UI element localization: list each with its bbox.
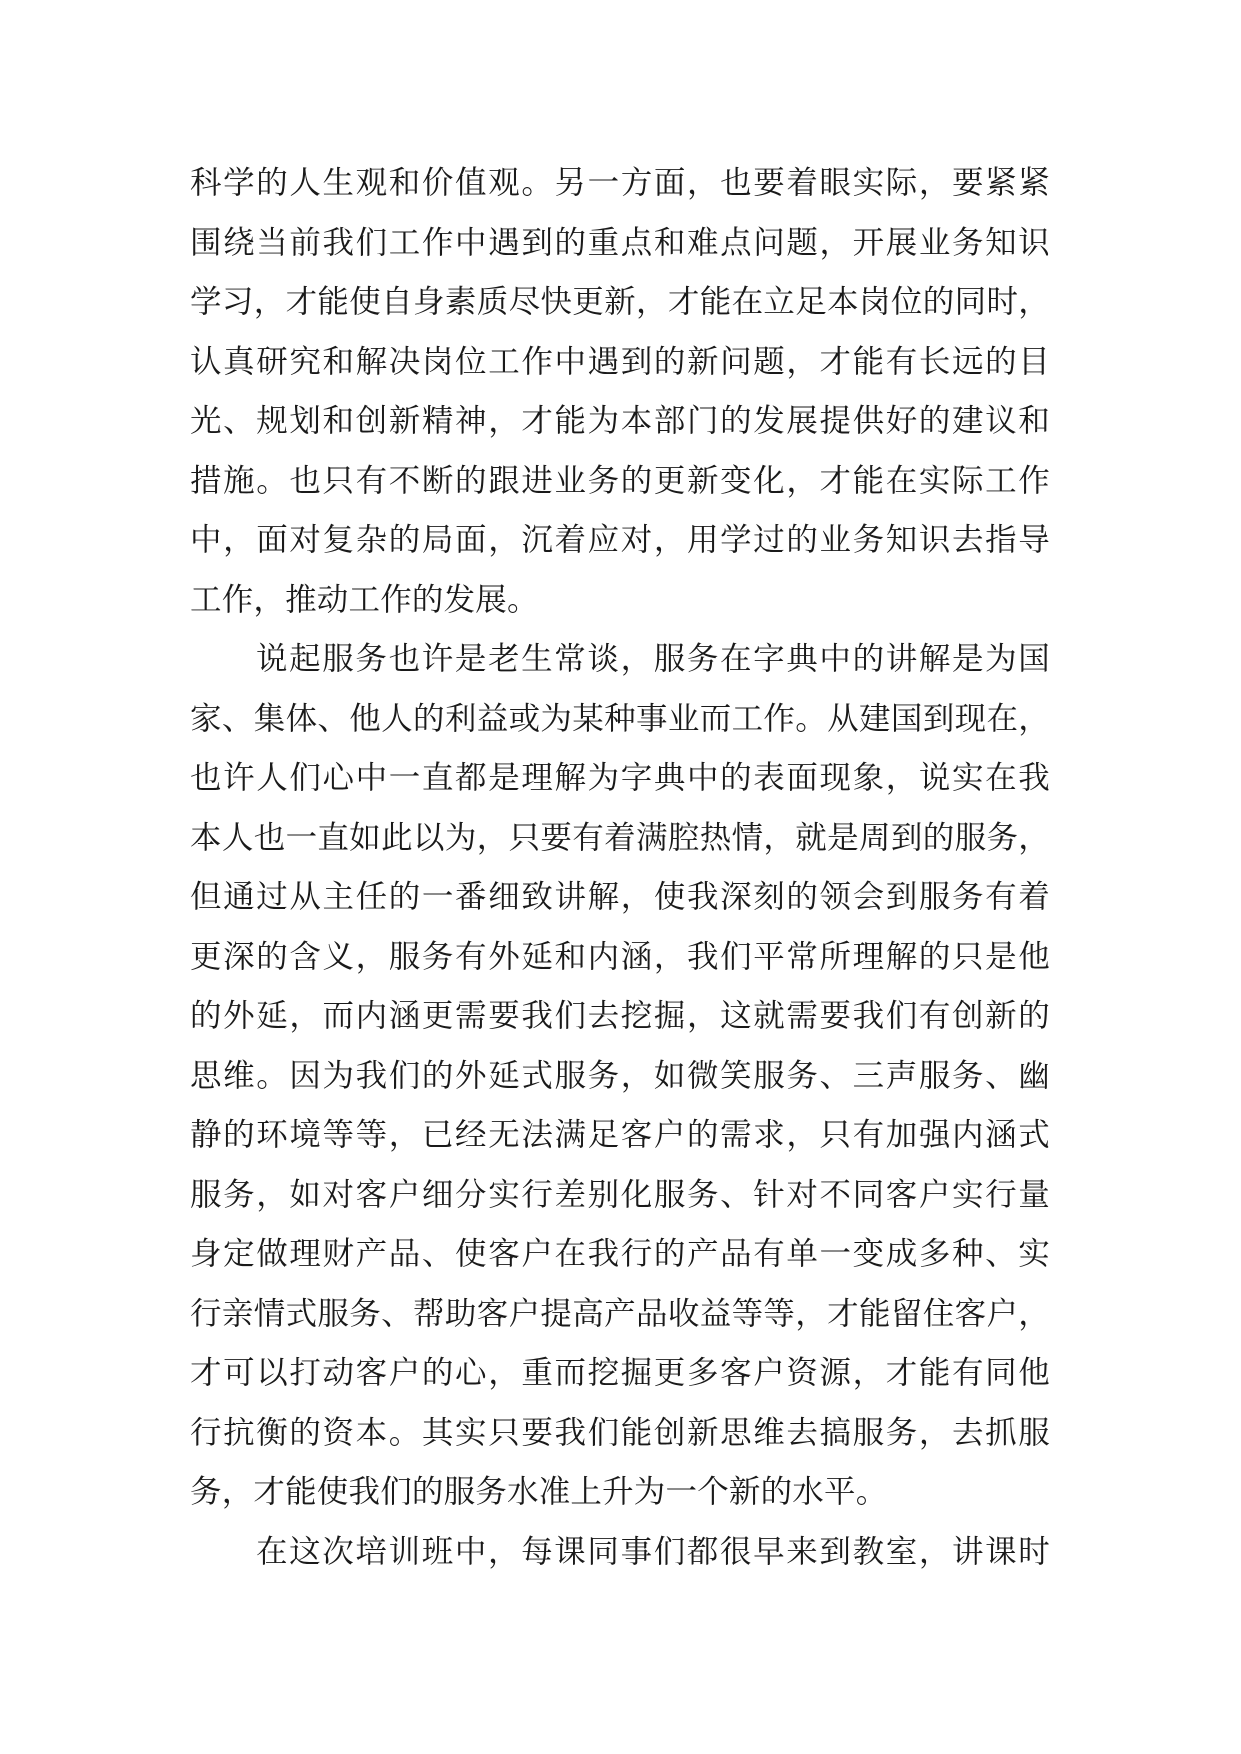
text-line: 说起服务也许是老生常谈，服务在字典中的讲解是为国 xyxy=(256,641,1050,677)
text-line: 家、集体、他人的利益或为某种事业而工作。从建国到现在， xyxy=(190,700,1050,737)
text-line: 的外延，而内涵更需要我们去挖掘，这就需要我们有创新的 xyxy=(190,998,1050,1034)
text-line: 静的环境等等，已经无法满足客户的需求，只有加强内涵式 xyxy=(190,1117,1050,1153)
text-line: 围绕当前我们工作中遇到的重点和难点问题，开展业务知识 xyxy=(190,224,1050,261)
text-line: 务，才能使我们的服务水准上升为一个新的水平。 xyxy=(190,1474,888,1510)
text-line: 本人也一直如此以为，只要有着满腔热情，就是周到的服务， xyxy=(190,819,1050,856)
text-line: 措施。也只有不断的跟进业务的更新变化，才能在实际工作 xyxy=(190,462,1050,499)
text-line: 思维。因为我们的外延式服务，如微笑服务、三声服务、幽 xyxy=(190,1057,1050,1094)
text-line: 工作，推动工作的发展。 xyxy=(190,581,539,618)
text-line: 认真研究和解决岗位工作中遇到的新问题，才能有长远的目 xyxy=(190,343,1050,380)
text-line: 在这次培训班中，每课同事们都很早来到教室，讲课时 xyxy=(256,1533,1050,1570)
text-line: 中，面对复杂的局面，沉着应对，用学过的业务知识去指导 xyxy=(190,522,1050,558)
text-line: 行亲情式服务、帮助客户提高产品收益等等，才能留住客户， xyxy=(190,1295,1050,1332)
text-line: 科学的人生观和价值观。另一方面，也要着眼实际，要紧紧 xyxy=(190,165,1050,201)
text-line: 但通过从主任的一番细致讲解，使我深刻的领会到服务有着 xyxy=(190,879,1050,915)
text-line: 光、规划和创新精神，才能为本部门的发展提供好的建议和 xyxy=(190,403,1050,439)
text-line: 身定做理财产品、使客户在我行的产品有单一变成多种、实 xyxy=(190,1236,1050,1272)
text-line: 行抗衡的资本。其实只要我们能创新思维去搞服务，去抓服 xyxy=(190,1414,1050,1451)
text-line: 更深的含义，服务有外延和内涵，我们平常所理解的只是他 xyxy=(190,938,1050,975)
text-line: 也许人们心中一直都是理解为字典中的表面现象，说实在我 xyxy=(190,760,1050,796)
text-line: 才可以打动客户的心，重而挖掘更多客户资源，才能有同他 xyxy=(190,1355,1050,1391)
body-text xyxy=(190,154,1050,1582)
text-line: 学习，才能使自身素质尽快更新，才能在立足本岗位的同时， xyxy=(190,284,1050,320)
text-line: 服务，如对客户细分实行差别化服务、针对不同客户实行量 xyxy=(190,1176,1050,1213)
